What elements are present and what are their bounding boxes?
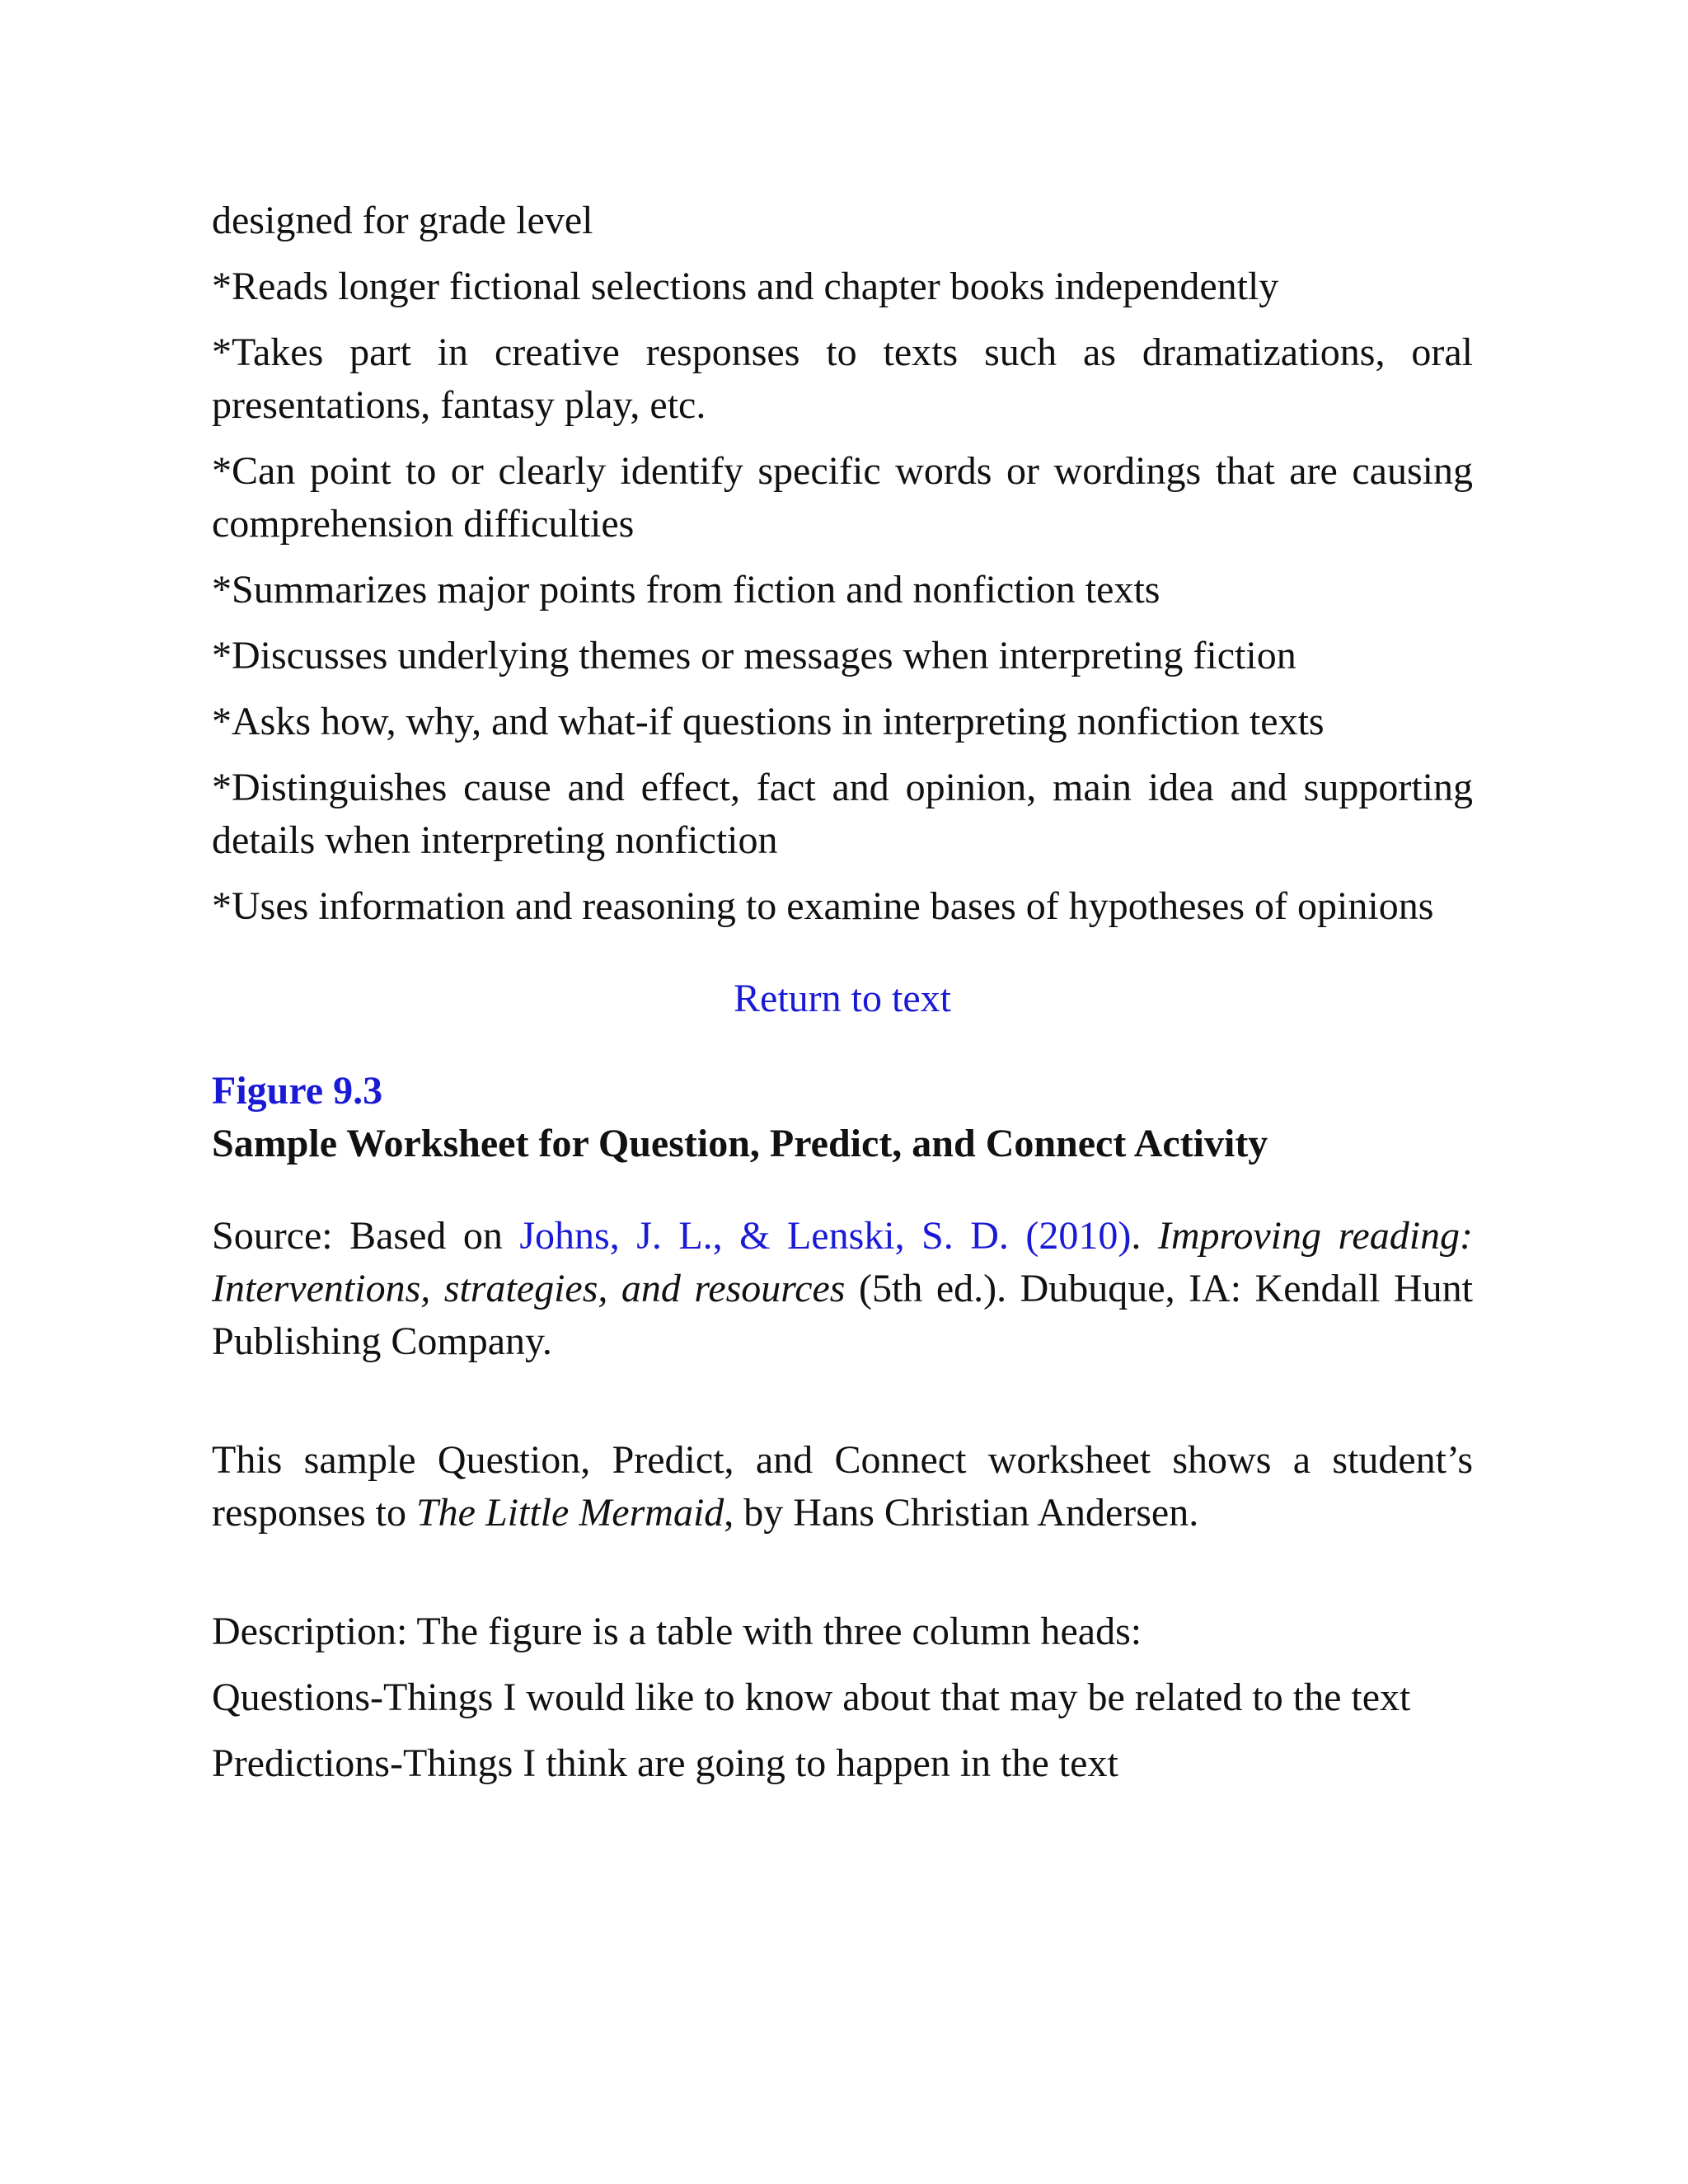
source-after-link: . bbox=[1131, 1214, 1158, 1258]
criteria-item: *Distinguishes cause and effect, fact and opinion, main idea and supporting details when interpreting nonfiction bbox=[212, 766, 1473, 862]
figure-label: Figure 9.3 bbox=[212, 1069, 383, 1113]
document-page bbox=[212, 194, 1473, 1790]
criteria-item: *Discusses underlying themes or messages when interpreting fiction bbox=[212, 634, 1296, 677]
column-head-item: Predictions-Things I think are going to happen in the text bbox=[212, 1741, 1118, 1785]
column-head-item: Questions-Things I would like to know about that may be related to the text bbox=[212, 1675, 1411, 1719]
criteria-item: *Asks how, why, and what-if questions in interpreting nonfiction texts bbox=[212, 700, 1325, 743]
criteria-continued-line: designed for grade level bbox=[212, 199, 593, 242]
figure-title: Sample Worksheet for Question, Predict, and Connect Activity bbox=[212, 1122, 1268, 1165]
source-citation bbox=[212, 1210, 1473, 1368]
description-lead: Description: The figure is a table with three column heads: bbox=[212, 1610, 1142, 1653]
criteria-item: *Summarizes major points from fiction and nonfiction texts bbox=[212, 568, 1160, 612]
criteria-item: *Can point to or clearly identify specific words or wordings that are causing comprehension difficulties bbox=[212, 449, 1473, 546]
criteria-item: *Takes part in creative responses to texts such as dramatizations, oral presentations, fantasy play, etc. bbox=[212, 330, 1473, 427]
return-to-text-paragraph bbox=[212, 972, 1473, 1025]
intro-before: This sample Question, Predict, and Connect worksheet shows a student’s responses to bbox=[212, 1438, 1473, 1535]
intro-story-title: The Little Mermaid bbox=[415, 1491, 724, 1535]
source-rest: (5th ed.). Dubuque, IA: Kendall Hunt Publishing Company. bbox=[212, 1267, 1473, 1363]
citation-link[interactable]: Johns, J. L., & Lenski, S. D. (2010) bbox=[519, 1214, 1132, 1258]
intro-paragraph bbox=[212, 1434, 1473, 1540]
criteria-item: *Uses information and reasoning to examine bases of hypotheses of opinions bbox=[212, 884, 1434, 928]
criteria-item: *Reads longer fictional selections and chapter books independently bbox=[212, 265, 1279, 308]
return-to-text-link[interactable]: Return to text bbox=[734, 977, 951, 1020]
intro-after: , by Hans Christian Andersen. bbox=[724, 1491, 1199, 1535]
source-book-title: Improving reading: Interventions, strategies, and resources bbox=[212, 1214, 1474, 1310]
source-prefix: Source: Based on bbox=[212, 1214, 520, 1258]
